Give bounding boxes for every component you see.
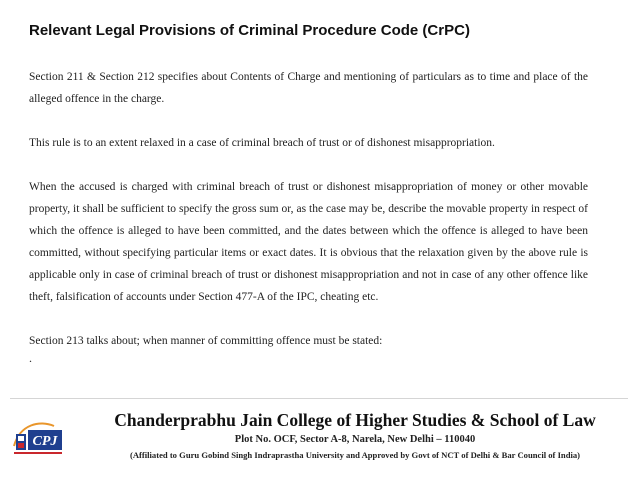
paragraph-4: Section 213 talks about; when manner of committing offence must be stated: [29, 335, 383, 347]
footer-divider [10, 398, 628, 399]
logo-text: CPJ [32, 434, 58, 449]
college-address: Plot No. OCF, Sector A-8, Narela, New Delhi – 110040 [234, 434, 476, 445]
footer [0, 400, 638, 479]
paragraph-3: When the accused is charged with criminal breach of trust or dishonest misappropriation of money or other movable property, it shall be sufficient to specify the gross sum or, as the case may be, describe the movable property in respect of which the offence is alleged to have been committed, and the dates between which the offence is alleged to have been committed, without specifying particular items or exact dates. It is obvious that the relaxation given by the above rule is applicable only in case of criminal breach of trust or dishonest misappropriation and not in case of any other offence like theft, falsification of accounts under Section 477-A of the IPC, cheating etc. [29, 181, 588, 303]
trailing-dot: . [29, 351, 32, 365]
college-logo-icon [10, 416, 66, 458]
paragraph-1: Section 211 & Section 212 specifies about Contents of Charge and mentioning of particulars as to time and place of the alleged offence in the charge. [29, 71, 588, 105]
slide-title: Relevant Legal Provisions of Criminal Procedure Code (CrPC) [29, 22, 470, 39]
college-affiliation: (Affiliated to Guru Gobind Singh Indraprastha University and Approved by Govt of NCT of Delhi & Bar Council of India) [129, 450, 581, 460]
paragraph-2: This rule is to an extent relaxed in a case of criminal breach of trust or of dishonest misappropriation. [29, 137, 495, 149]
college-name: Chanderprabhu Jain College of Higher Studies & School of Law [114, 410, 596, 430]
slide-body [29, 66, 588, 364]
